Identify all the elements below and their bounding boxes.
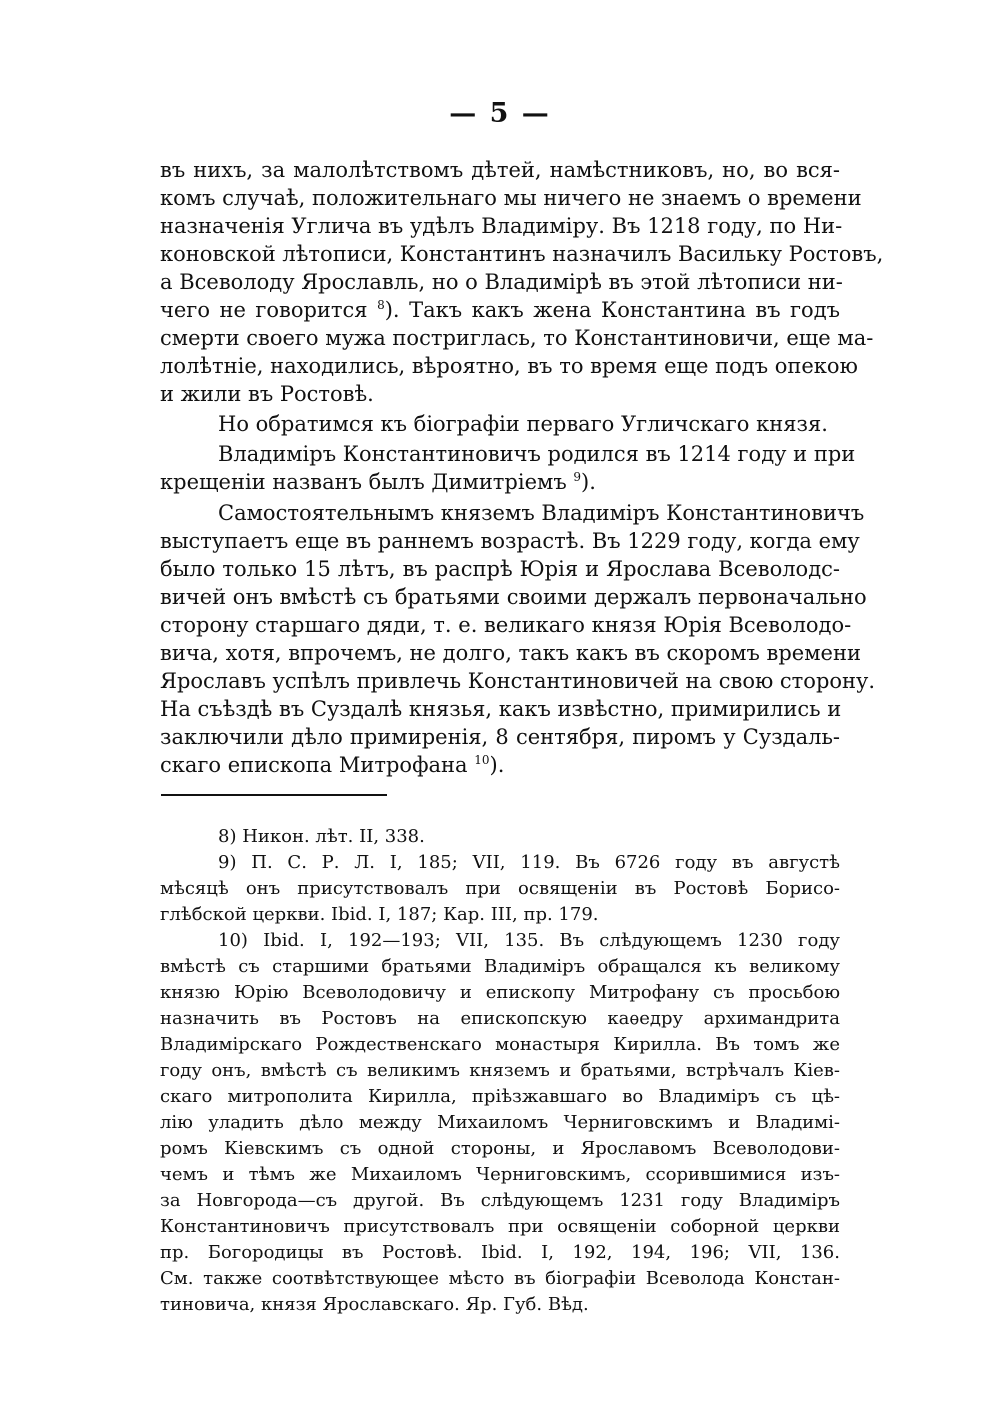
footnote-line: назначить въ Ростовъ на епископскую каѳедру архимандрита (160, 1008, 840, 1029)
footnote-line: 9) П. С. Р. Л. I, 185; VII, 119. Въ 6726 году въ августѣ (218, 852, 840, 873)
footnote-line: чемъ и тѣмъ же Михаиломъ Черниговскимъ, ссорившимися изъ- (160, 1164, 840, 1185)
footnote-mark: 9 (573, 470, 582, 484)
footnote-mark: 8 (377, 298, 385, 312)
body-line: а Всеволоду Ярославль, но о Владимірѣ въ этой лѣтописи ни- (160, 270, 843, 294)
footnote-line: 8) Никон. лѣт. II, 338. (218, 826, 425, 847)
footnote-line: лію уладить дѣло между Михаиломъ Черниговскимъ и Владимі- (160, 1112, 840, 1133)
footnote-line: Константиновичъ присутствовалъ при освященіи соборной церкви (160, 1216, 840, 1237)
footnote-line: году онъ, вмѣстѣ съ великимъ княземъ и братьями, встрѣчалъ Кіев- (160, 1060, 840, 1081)
body-line: вича, хотя, впрочемъ, не долго, такъ какъ въ скоромъ времени (160, 641, 861, 665)
body-line: выступаетъ еще въ раннемъ возрастѣ. Въ 1229 году, когда ему (160, 529, 860, 553)
body-line: сторону старшаго дяди, т. е. великаго князя Юрія Всеволодо- (160, 613, 852, 637)
body-line-with-footnote (160, 468, 840, 496)
body-line: Владиміръ Константиновичъ родился въ 1214 году и при (218, 442, 856, 466)
body-line: На съѣздѣ въ Суздалѣ князья, какъ извѣстно, примирились и (160, 697, 842, 721)
page-number: — 5 — (449, 98, 551, 129)
body-line: лолѣтніе, находились, вѣроятно, въ то время еще подъ опекою (160, 354, 858, 378)
body-line: коновской лѣтописи, Константинъ назначилъ Васильку Ростовъ, (160, 242, 884, 266)
body-line-with-footnote (160, 751, 840, 779)
body-line-text: ). (489, 753, 505, 777)
body-line-text: чего не говорится (160, 298, 368, 322)
body-line: Но обратимся къ біографіи перваго Угличскаго князя. (218, 412, 828, 436)
footnote-line: ромъ Кіевскимъ съ одной стороны, и Ярославомъ Всеволодови- (160, 1138, 840, 1159)
body-line: Ярославъ успѣлъ привлечь Константиновичей на свою сторону. (160, 669, 876, 693)
body-line: Самостоятельнымъ княземъ Владиміръ Константиновичъ (218, 501, 865, 525)
body-line: комъ случаѣ, положительнаго мы ничего не знаемъ о времени (160, 186, 862, 210)
body-line: назначенія Углича въ удѣлъ Владиміру. Въ 1218 году, по Ни- (160, 214, 843, 238)
footnote-separator (161, 794, 387, 796)
footnote-line: скаго митрополита Кирилла, пріѣзжавшаго во Владиміръ съ цѣ- (160, 1086, 840, 1107)
footnote-mark: 10 (474, 753, 490, 767)
body-line-text: ). (581, 470, 596, 494)
body-line-text: ). Такъ какъ жена Константина въ годъ (384, 298, 840, 322)
body-line-text: крещеніи названъ былъ Димитріемъ (160, 470, 567, 494)
footnote-line: пр. Богородицы въ Ростовѣ. Ibid. I, 192, 194, 196; VII, 136. (160, 1242, 840, 1263)
footnote-line: См. также соотвѣтствующее мѣсто въ біографіи Всеволода Констан- (160, 1268, 840, 1289)
body-line: смерти своего мужа постриглась, то Константиновичи, еще ма- (160, 326, 874, 350)
body-line-text: скаго епископа Митрофана (160, 753, 468, 777)
footnote-line: 10) Ibid. I, 192—193; VII, 135. Въ слѣдующемъ 1230 году (218, 930, 840, 951)
footnote-line: Владимірскаго Рождественскаго монастыря Кирилла. Въ томъ же (160, 1034, 840, 1055)
body-line: вичей онъ вмѣстѣ съ братьями своими держалъ первоначально (160, 585, 867, 609)
footnote-line: за Новгорода—съ другой. Въ слѣдующемъ 1231 году Владиміръ (160, 1190, 840, 1211)
footnote-line: мѣсяцѣ онъ присутствовалъ при освященіи въ Ростовѣ Борисо- (160, 878, 840, 899)
body-line: заключили дѣло примиренія, 8 сентября, пиромъ у Суздаль- (160, 725, 840, 749)
footnote-line: князю Юрію Всеволодовичу и епископу Митрофану съ просьбою (160, 982, 840, 1003)
footnote-line: глѣбской церкви. Ibid. I, 187; Кар. III, пр. 179. (160, 904, 599, 925)
footnote-line: вмѣстѣ съ старшими братьями Владиміръ обращался къ великому (160, 956, 840, 977)
body-line: въ нихъ, за малолѣтствомъ дѣтей, намѣстниковъ, но, во вся- (160, 158, 840, 182)
body-line-with-footnote (160, 296, 840, 324)
body-line: было только 15 лѣтъ, въ распрѣ Юрія и Ярослава Всеволодс- (160, 557, 840, 581)
footnote-line: тиновича, князя Ярославскаго. Яр. Губ. Вѣд. (160, 1294, 589, 1315)
body-line: и жили въ Ростовѣ. (160, 382, 374, 406)
